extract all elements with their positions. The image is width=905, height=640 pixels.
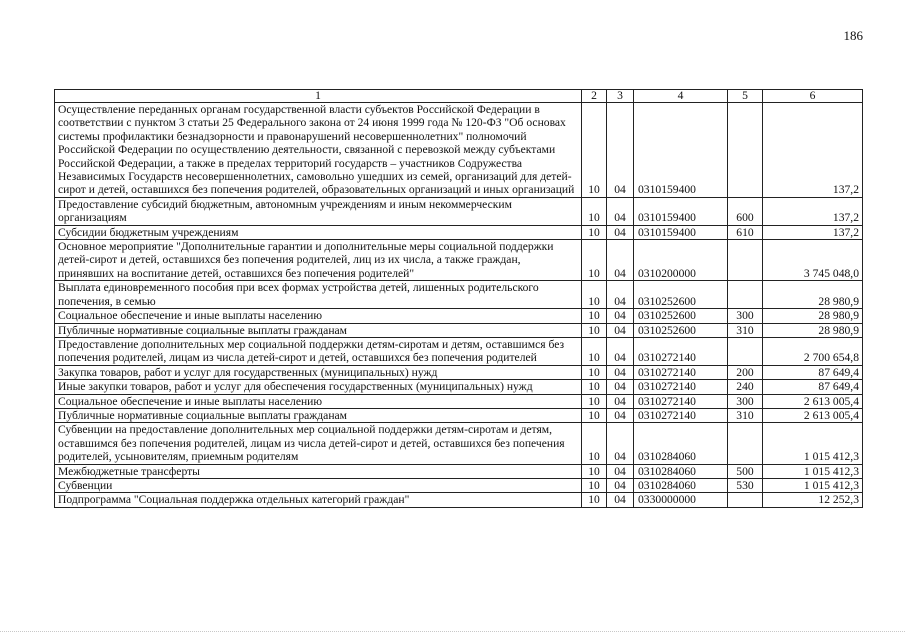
table-row — [55, 493, 863, 507]
cell-section: 10 — [582, 394, 607, 408]
cell-expense-type — [728, 423, 763, 464]
table-row — [55, 281, 863, 309]
cell-subsection: 04 — [607, 380, 634, 394]
cell-section: 10 — [582, 323, 607, 337]
cell-section: 10 — [582, 493, 607, 507]
cell-name: Предоставление субсидий бюджетным, автономным учреждениям и иным некоммерческим организациям — [55, 197, 582, 225]
cell-target-code: 0310272140 — [634, 380, 728, 394]
cell-expense-type: 300 — [728, 309, 763, 323]
cell-section: 10 — [582, 337, 607, 365]
cell-target-code: 0310272140 — [634, 408, 728, 422]
cell-section: 10 — [582, 365, 607, 379]
table-row — [55, 478, 863, 492]
cell-target-code: 0310252600 — [634, 281, 728, 309]
table-row — [55, 380, 863, 394]
table-row — [55, 323, 863, 337]
cell-target-code: 0310159400 — [634, 197, 728, 225]
cell-name: Публичные нормативные социальные выплаты гражданам — [55, 408, 582, 422]
cell-section: 10 — [582, 478, 607, 492]
cell-amount: 137,2 — [763, 225, 863, 239]
cell-section: 10 — [582, 464, 607, 478]
cell-subsection: 04 — [607, 309, 634, 323]
cell-expense-type: 300 — [728, 394, 763, 408]
cell-expense-type: 530 — [728, 478, 763, 492]
table-row — [55, 225, 863, 239]
cell-subsection: 04 — [607, 323, 634, 337]
cell-section: 10 — [582, 103, 607, 198]
cell-subsection: 04 — [607, 103, 634, 198]
cell-section: 10 — [582, 197, 607, 225]
cell-subsection: 04 — [607, 423, 634, 464]
cell-section: 10 — [582, 240, 607, 281]
cell-subsection: 04 — [607, 337, 634, 365]
cell-expense-type: 240 — [728, 380, 763, 394]
cell-name: Субвенции на предоставление дополнительных мер социальной поддержки детям-сиротам и детям, оставшимся без попечения родителей, лицам из числа детей-сирот и детей, оставшихся без попечения родителей, усыновителям, приемным родителям — [55, 423, 582, 464]
table-row — [55, 394, 863, 408]
cell-subsection: 04 — [607, 225, 634, 239]
cell-name: Социальное обеспечение и иные выплаты населению — [55, 394, 582, 408]
table-body — [55, 103, 863, 508]
table-row — [55, 197, 863, 225]
cell-target-code: 0310284060 — [634, 478, 728, 492]
cell-target-code: 0310272140 — [634, 365, 728, 379]
header-col-4: 4 — [634, 90, 728, 103]
cell-subsection: 04 — [607, 464, 634, 478]
header-col-6: 6 — [763, 90, 863, 103]
cell-expense-type — [728, 337, 763, 365]
cell-expense-type — [728, 103, 763, 198]
cell-expense-type: 200 — [728, 365, 763, 379]
header-row — [55, 90, 863, 103]
table-row — [55, 240, 863, 281]
cell-amount: 12 252,3 — [763, 493, 863, 507]
cell-name: Социальное обеспечение и иные выплаты населению — [55, 309, 582, 323]
table-row — [55, 464, 863, 478]
header-col-2: 2 — [582, 90, 607, 103]
cell-name: Подпрограмма "Социальная поддержка отдельных категорий граждан" — [55, 493, 582, 507]
scan-edge-divider — [0, 631, 905, 634]
cell-subsection: 04 — [607, 240, 634, 281]
cell-expense-type: 600 — [728, 197, 763, 225]
table-row — [55, 408, 863, 422]
cell-target-code: 0310284060 — [634, 464, 728, 478]
cell-subsection: 04 — [607, 197, 634, 225]
cell-subsection: 04 — [607, 394, 634, 408]
cell-target-code: 0310159400 — [634, 225, 728, 239]
budget-table — [54, 89, 863, 508]
cell-target-code: 0310159400 — [634, 103, 728, 198]
cell-subsection: 04 — [607, 478, 634, 492]
cell-amount: 28 980,9 — [763, 281, 863, 309]
cell-expense-type: 610 — [728, 225, 763, 239]
cell-expense-type: 500 — [728, 464, 763, 478]
cell-amount: 1 015 412,3 — [763, 423, 863, 464]
cell-expense-type — [728, 493, 763, 507]
cell-target-code: 0310284060 — [634, 423, 728, 464]
cell-amount: 87 649,4 — [763, 365, 863, 379]
cell-target-code: 0310200000 — [634, 240, 728, 281]
cell-subsection: 04 — [607, 281, 634, 309]
cell-name: Выплата единовременного пособия при всех формах устройства детей, лишенных родительского попечения, в семью — [55, 281, 582, 309]
cell-amount: 2 613 005,4 — [763, 394, 863, 408]
cell-subsection: 04 — [607, 408, 634, 422]
cell-amount: 2 700 654,8 — [763, 337, 863, 365]
cell-section: 10 — [582, 423, 607, 464]
cell-amount: 1 015 412,3 — [763, 478, 863, 492]
cell-expense-type: 310 — [728, 323, 763, 337]
cell-name: Межбюджетные трансферты — [55, 464, 582, 478]
cell-amount: 87 649,4 — [763, 380, 863, 394]
cell-name: Субсидии бюджетным учреждениям — [55, 225, 582, 239]
cell-expense-type: 310 — [728, 408, 763, 422]
cell-target-code: 0310252600 — [634, 323, 728, 337]
cell-section: 10 — [582, 225, 607, 239]
cell-subsection: 04 — [607, 365, 634, 379]
cell-amount: 1 015 412,3 — [763, 464, 863, 478]
table-row — [55, 423, 863, 464]
cell-name: Субвенции — [55, 478, 582, 492]
cell-section: 10 — [582, 309, 607, 323]
cell-target-code: 0310272140 — [634, 337, 728, 365]
cell-amount: 137,2 — [763, 103, 863, 198]
cell-name: Закупка товаров, работ и услуг для государственных (муниципальных) нужд — [55, 365, 582, 379]
table-row — [55, 365, 863, 379]
header-col-3: 3 — [607, 90, 634, 103]
header-col-5: 5 — [728, 90, 763, 103]
cell-name: Осуществление переданных органам государственной власти субъектов Российской Федерации в соответствии с пунктом 3 статьи 25 Федерального закона от 24 июня 1999 года № 120-ФЗ "Об основах системы профилактики безнадзорности и правонарушений несовершеннолетних" полномочий Российской Федерации по осуществлению деятельности, связанной с перевозкой между субъектами Российской Федерации, а также в пределах территорий государств – участников Содружества Независимых Государств несовершеннолетних, самовольно ушедших из семей, организаций для детей-сирот и детей, оставшихся без попечения родителей, образовательных организаций и иных организаций — [55, 103, 582, 198]
cell-amount: 137,2 — [763, 197, 863, 225]
cell-section: 10 — [582, 380, 607, 394]
cell-expense-type — [728, 281, 763, 309]
cell-amount: 3 745 048,0 — [763, 240, 863, 281]
table-row — [55, 103, 863, 198]
page-number: 186 — [843, 28, 863, 43]
cell-amount: 28 980,9 — [763, 309, 863, 323]
cell-amount: 28 980,9 — [763, 323, 863, 337]
cell-name: Основное мероприятие "Дополнительные гарантии и дополнительные меры социальной поддержки детей-сирот и детей, оставшихся без попечения родителей, лиц из их числа, а также граждан, принявших на воспитание детей, оставшихся без попечения родителей" — [55, 240, 582, 281]
table-row — [55, 309, 863, 323]
cell-section: 10 — [582, 281, 607, 309]
cell-target-code: 0310252600 — [634, 309, 728, 323]
cell-amount: 2 613 005,4 — [763, 408, 863, 422]
cell-target-code: 0310272140 — [634, 394, 728, 408]
cell-name: Иные закупки товаров, работ и услуг для обеспечения государственных (муниципальных) нужд — [55, 380, 582, 394]
cell-name: Публичные нормативные социальные выплаты гражданам — [55, 323, 582, 337]
cell-target-code: 0330000000 — [634, 493, 728, 507]
cell-name: Предоставление дополнительных мер социальной поддержки детям-сиротам и детям, оставшимся без попечения родителей, лицам из числа детей-сирот и детей, оставшихся без попечения родителей — [55, 337, 582, 365]
cell-subsection: 04 — [607, 493, 634, 507]
header-col-1: 1 — [55, 90, 582, 103]
cell-section: 10 — [582, 408, 607, 422]
cell-expense-type — [728, 240, 763, 281]
table-row — [55, 337, 863, 365]
